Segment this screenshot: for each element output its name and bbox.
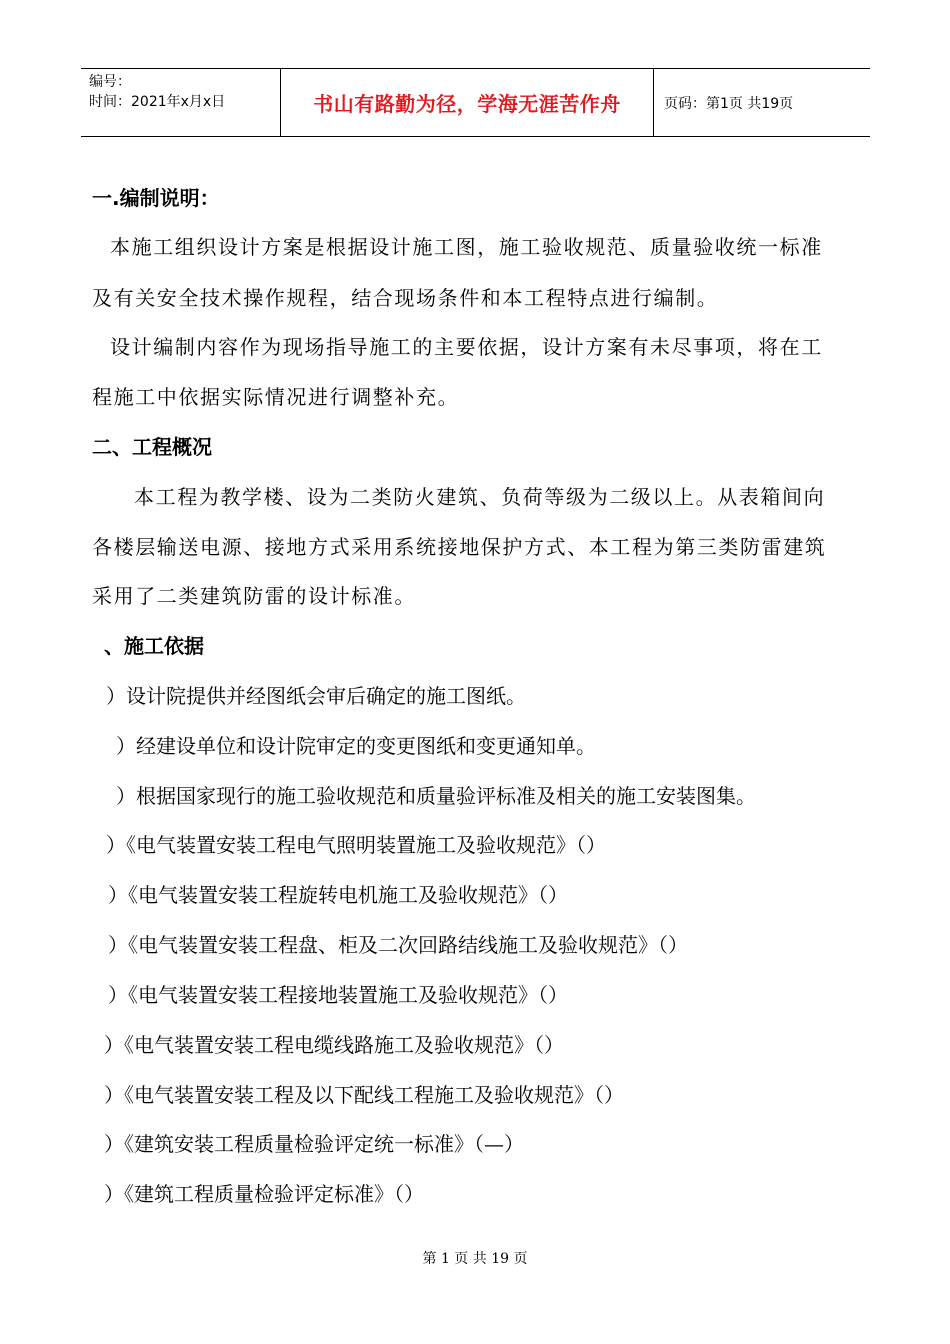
list-item: ）《电气装置安装工程接地装置施工及验收规范》（） xyxy=(108,983,568,1007)
document-number-label: 编号： xyxy=(89,74,131,90)
list-item: ）《建筑安装工程质量检验评定统一标准》（—） xyxy=(104,1132,524,1156)
header-left-cell xyxy=(81,69,281,136)
header-motto: 书山有路勤为径，学海无涯苦作舟 xyxy=(313,92,621,116)
list-item: ）《电气装置安装工程电气照明装置施工及验收规范》（） xyxy=(106,833,606,857)
list-item: ）《建筑工程质量检验评定标准》（） xyxy=(104,1182,424,1206)
header-table xyxy=(81,68,870,137)
paragraph-line: 本工程为教学楼、设为二类防火建筑、负荷等级为二级以上。从表箱间向 xyxy=(134,485,826,509)
paragraph-line: 设计编制内容作为现场指导施工的主要依据，设计方案有未尽事项，将在工 xyxy=(110,335,823,359)
section-heading-compilation: 一.编制说明： xyxy=(92,186,220,210)
header-page-info: 页码：第1页 共19页 xyxy=(664,95,794,112)
paragraph-line: 采用了二类建筑防雷的设计标准。 xyxy=(92,584,416,608)
list-item: ）《电气装置安装工程盘、柜及二次回路结线施工及验收规范》（） xyxy=(108,933,688,957)
header-right-cell xyxy=(654,69,870,136)
paragraph-line: 程施工中依据实际情况进行调整补充。 xyxy=(92,385,460,409)
list-item: ）经建设单位和设计院审定的变更图纸和变更通知单。 xyxy=(116,734,596,758)
list-item: ）设计院提供并经图纸会审后确定的施工图纸。 xyxy=(106,684,526,708)
paragraph-line: 本施工组织设计方案是根据设计施工图，施工验收规范、质量验收统一标准 xyxy=(110,235,823,259)
list-item: ）《电气装置安装工程旋转电机施工及验收规范》（） xyxy=(108,883,568,907)
paragraph-line: 及有关安全技术操作规程，结合现场条件和本工程特点进行编制。 xyxy=(92,286,719,310)
list-item: ）根据国家现行的施工验收规范和质量验评标准及相关的施工安装图集。 xyxy=(116,784,756,808)
list-item: ）《电气装置安装工程及以下配线工程施工及验收规范》（） xyxy=(104,1083,624,1107)
page-footer: 第 1 页 共 19 页 xyxy=(422,1251,528,1267)
paragraph-line: 各楼层输送电源、接地方式采用系统接地保护方式、本工程为第三类防雷建筑 xyxy=(92,535,827,559)
section-heading-basis: 、施工依据 xyxy=(104,634,204,658)
list-item: ）《电气装置安装工程电缆线路施工及验收规范》（） xyxy=(104,1033,564,1057)
section-heading-overview: 二、工程概况 xyxy=(92,435,212,459)
header-middle-cell xyxy=(281,69,654,136)
document-date-label: 时间：2021年x月x日 xyxy=(89,94,226,110)
